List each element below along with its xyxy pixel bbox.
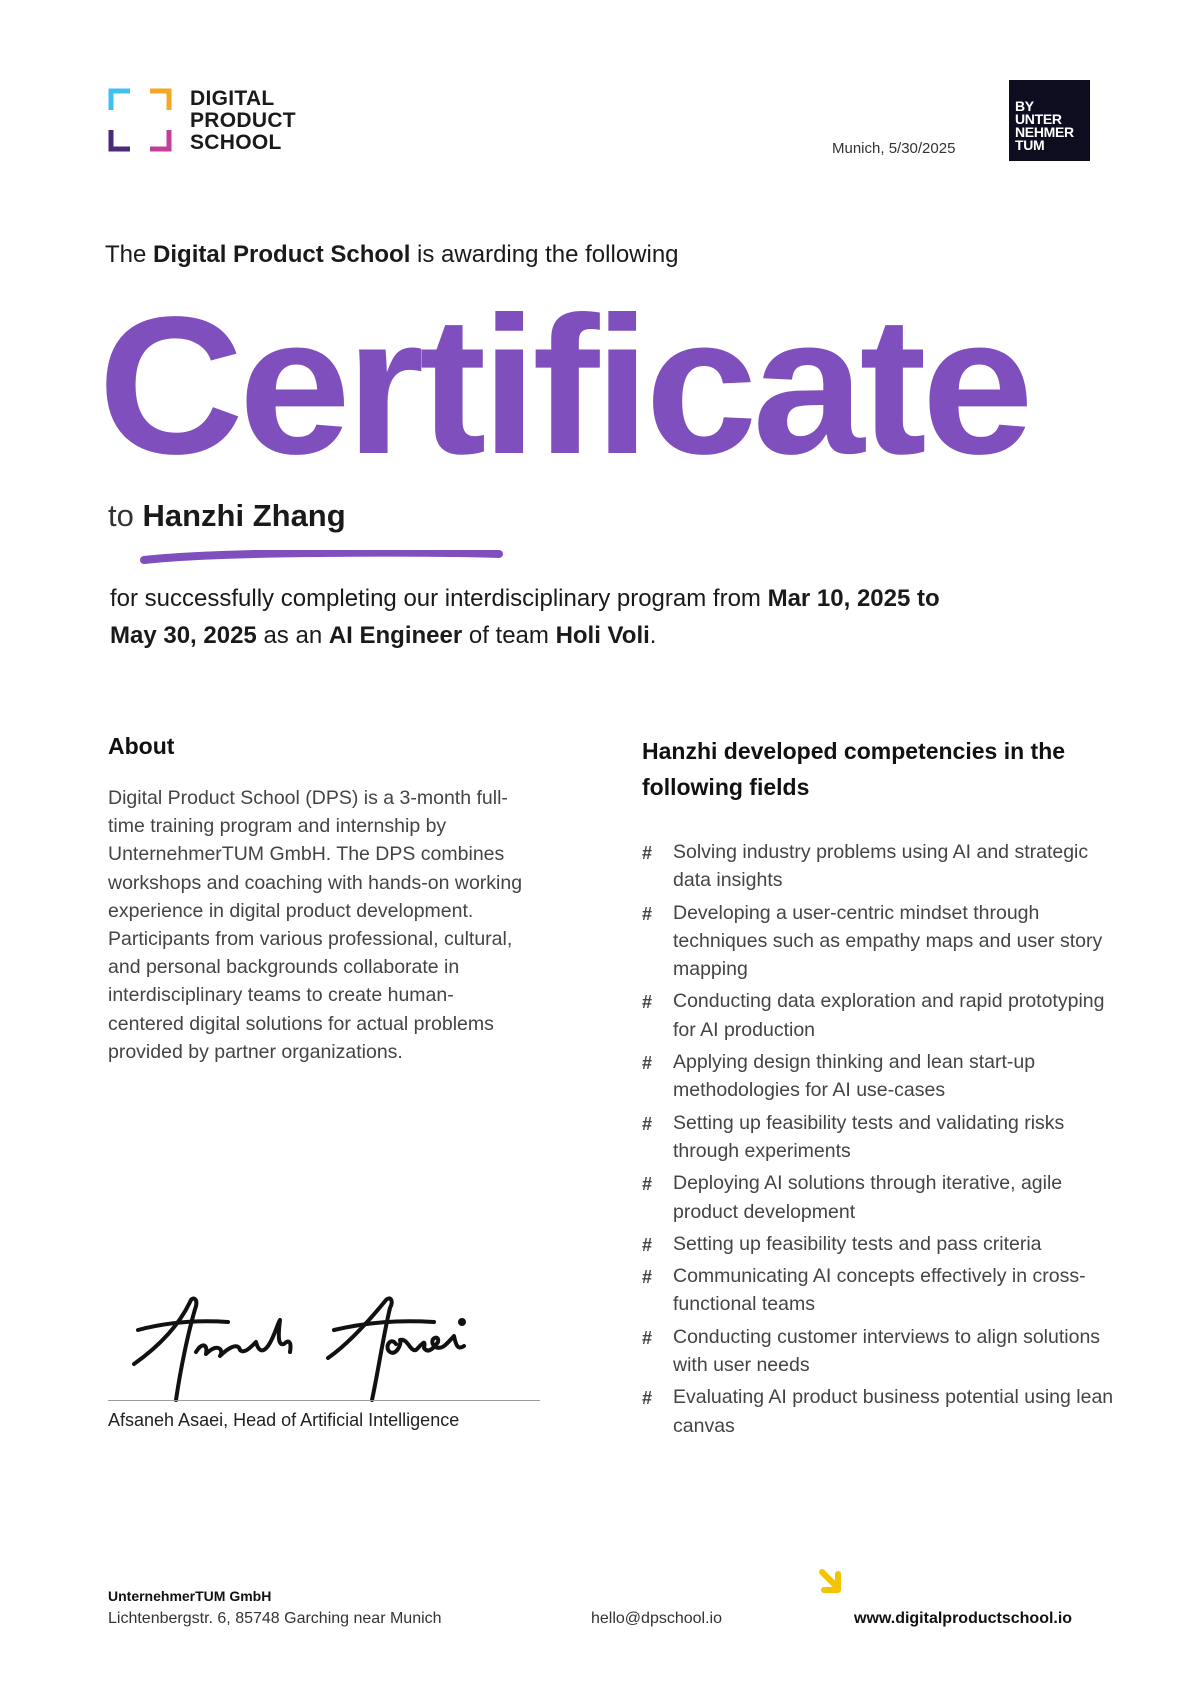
about-heading: About [108, 733, 175, 759]
competency-text: Deploying AI solutions through iterative, agile product development [673, 1172, 1063, 1223]
competency-text: Setting up feasibility tests and validating risks through experiments [673, 1111, 1065, 1162]
competency-text: Communicating AI concepts effectively in cross-functional teams [673, 1265, 1086, 1316]
footer-org-name: UnternehmerTUM GmbH [108, 1588, 272, 1604]
program-end-date: May 30, 2025 [110, 622, 257, 649]
competency-text: Applying design thinking and lean start-up methodologies for AI use-cases [673, 1051, 1036, 1102]
program-text: of team [462, 622, 556, 649]
program-text: for successfully completing our interdisciplinary program from [110, 585, 768, 612]
competency-item [642, 987, 1122, 1044]
competency-item [642, 1262, 1122, 1319]
program-start-date: Mar 10, 2025 to [767, 585, 940, 612]
signatory-caption: Afsaneh Asaei, Head of Artificial Intelligence [108, 1410, 460, 1430]
hash-bullet-icon: # [642, 1388, 653, 1409]
footer-email-link[interactable]: hello@dpschool.io [591, 1610, 722, 1627]
name-underline-stroke [139, 550, 504, 564]
program-statement [110, 580, 1090, 654]
competency-text: Solving industry problems using AI and strategic data insights [673, 841, 1089, 892]
hash-bullet-icon: # [642, 843, 653, 863]
hash-bullet-icon: # [642, 903, 653, 924]
competency-item [642, 1383, 1122, 1440]
footer-website-link[interactable]: www.digitalproductschool.io [854, 1610, 1073, 1627]
recipient-name: Hanzhi Zhang [142, 498, 346, 533]
competency-item [642, 1323, 1122, 1380]
logo-line: SCHOOL [190, 131, 282, 154]
competency-item [642, 1169, 1122, 1226]
competency-text: Setting up feasibility tests and pass criteria [673, 1232, 1042, 1255]
footer-address: Lichtenbergstr. 6, 85748 Garching near Munich [108, 1610, 442, 1627]
competency-text: Conducting customer interviews to align solutions with user needs [673, 1325, 1101, 1377]
arrow-down-right-icon [816, 1568, 846, 1598]
competency-text: Conducting data exploration and rapid prototyping for AI production [673, 990, 1105, 1041]
intro-prefix: The [105, 241, 154, 268]
unternehmertum-badge [1009, 80, 1090, 161]
logo-line: DIGITAL [190, 87, 275, 110]
signature-line [108, 1400, 540, 1401]
hash-bullet-icon: # [642, 1053, 653, 1074]
badge-line: TUM [1015, 137, 1045, 153]
hash-bullet-icon: # [642, 992, 653, 1013]
hash-bullet-icon: # [642, 1174, 653, 1195]
dps-logo-wordmark [190, 88, 296, 154]
badge-line: NEHMER [1015, 124, 1074, 140]
competency-item [642, 838, 1122, 895]
certificate-title: Certificate [98, 276, 1029, 495]
competency-item [642, 899, 1122, 984]
program-text: as an [256, 622, 329, 649]
issue-date: Munich, 5/30/2025 [832, 140, 956, 157]
about-body [108, 784, 528, 1066]
recipient-line [108, 498, 346, 534]
competency-item [642, 1048, 1122, 1105]
badge-line: BY [1015, 98, 1034, 114]
hash-bullet-icon: # [642, 1113, 653, 1134]
program-role: AI Engineer [328, 622, 463, 649]
hash-bullet-icon: # [642, 1267, 653, 1288]
competency-text: Developing a user-centric mindset through techniques such as empathy maps and user story mapping [673, 901, 1103, 981]
awarding-statement [105, 241, 679, 269]
competencies-heading: Hanzhi developed competencies in the following fields [642, 738, 1066, 800]
dps-logo [108, 88, 308, 154]
competency-item [642, 1109, 1122, 1166]
hash-bullet-icon: # [642, 1234, 653, 1255]
program-text: . [649, 622, 657, 649]
about-paragraph: Participants from various professional, cultural, and personal backgrounds collaborate in interdisciplinary teams to create human-centered digital solutions for actual problems provided by partner organizations. [108, 928, 513, 1063]
competency-item [642, 1230, 1122, 1258]
dps-logo-mark-icon [108, 88, 172, 152]
badge-line: UNTER [1015, 111, 1062, 127]
hash-bullet-icon: # [642, 1327, 653, 1348]
logo-line: PRODUCT [190, 109, 296, 132]
handwritten-signature-icon [128, 1292, 508, 1402]
competency-text: Evaluating AI product business potential using lean canvas [673, 1386, 1114, 1437]
intro-suffix: is awarding the following [410, 241, 679, 268]
competencies-list [642, 838, 1122, 1444]
recipient-prefix: to [108, 498, 143, 533]
about-paragraph: Digital Product School (DPS) is a 3-month full-time training program and internship by UnternehmerTUM GmbH. The DPS combines workshops and coaching with hands-on working experience in digital product development. [108, 787, 523, 922]
intro-org: Digital Product School [153, 241, 411, 268]
program-team: Holi Voli [555, 622, 650, 649]
